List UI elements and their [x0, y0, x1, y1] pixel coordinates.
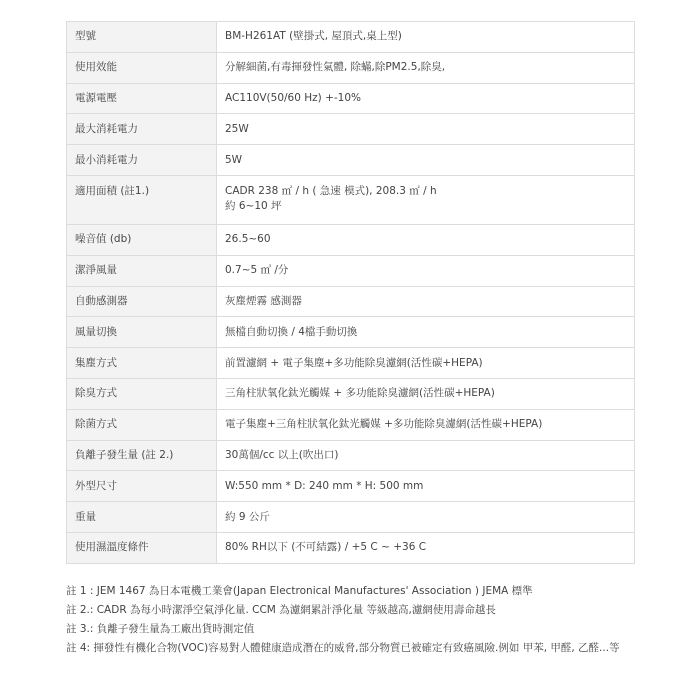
spec-value: [217, 22, 635, 53]
spec-label: 最大消耗電力: [67, 114, 217, 145]
spec-value: [217, 286, 635, 317]
spec-value: [217, 317, 635, 348]
spec-row: [67, 440, 635, 471]
spec-label: 潔淨風量: [67, 255, 217, 286]
spec-value-line: AC110V(50/60 Hz) +-10%: [225, 91, 362, 104]
spec-value-line: 26.5~60: [225, 233, 271, 246]
spec-label: 自動感測器: [67, 286, 217, 317]
spec-row: [67, 114, 635, 145]
spec-table-body: [67, 22, 635, 564]
spec-value-line: 30萬個/cc 以上(吹出口): [225, 448, 339, 461]
spec-value: [217, 83, 635, 114]
spec-label: 電源電壓: [67, 83, 217, 114]
spec-value: [217, 409, 635, 440]
spec-label: 除菌方式: [67, 409, 217, 440]
spec-value-line: 0.7~5 ㎥ /分: [225, 264, 289, 277]
spec-value: [217, 224, 635, 255]
spec-value: [217, 145, 635, 176]
spec-row: [67, 471, 635, 502]
spec-label: 型號: [67, 22, 217, 53]
spec-label: 風量切換: [67, 317, 217, 348]
spec-value-line: 分解細菌,有毒揮發性氣體, 除蟎,除PM2.5,除臭,: [225, 61, 446, 74]
spec-value: [217, 378, 635, 409]
spec-value-line: 電子集塵+三角柱狀氧化鈦光觸媒 +多功能除臭濾網(活性碳+HEPA): [225, 418, 543, 431]
spec-value-line: 約 9 公斤: [225, 510, 270, 523]
spec-value: [217, 255, 635, 286]
footnote: 註 1 : JEM 1467 為日本電機工業會(Japan Electronical Manufactures' Association ) JEMA 標準: [66, 585, 533, 597]
spec-label: 外型尺寸: [67, 471, 217, 502]
spec-label: 噪音值 (db): [67, 224, 217, 255]
spec-value: [217, 502, 635, 533]
spec-row: [67, 348, 635, 379]
spec-value-line: 灰塵煙霧 感測器: [225, 294, 302, 307]
spec-row: [67, 409, 635, 440]
spec-label: 最小消耗電力: [67, 145, 217, 176]
spec-value: [217, 348, 635, 379]
spec-label: 適用面積 (註1.): [67, 175, 217, 224]
spec-label: 使用效能: [67, 52, 217, 83]
footnotes: [66, 582, 636, 658]
spec-value: [217, 114, 635, 145]
spec-label: 集塵方式: [67, 348, 217, 379]
footnote: 註 3.: 負離子發生量為工廠出貨時測定值: [66, 623, 255, 635]
spec-value-line: W:550 mm * D: 240 mm * H: 500 mm: [225, 479, 424, 492]
spec-value: [217, 471, 635, 502]
spec-row: [67, 255, 635, 286]
spec-row: [67, 378, 635, 409]
spec-value: [217, 175, 635, 224]
spec-value-line: 無檔自動切換 / 4檔手動切換: [225, 325, 358, 338]
footnote: 註 4: 揮發性有機化合物(VOC)容易對人體健康造成潛在的威脅,部分物質已被確定有致癌風險.例如 甲苯, 甲醛, 乙醛...等: [66, 642, 620, 654]
spec-label: 負離子發生量 (註 2.): [67, 440, 217, 471]
spec-row: [67, 52, 635, 83]
spec-value-line: 25W: [225, 122, 249, 135]
spec-label: 使用濕溫度條件: [67, 532, 217, 563]
spec-value-line: 前置濾網 + 電子集塵+多功能除臭濾網(活性碳+HEPA): [225, 356, 483, 369]
spec-value-line: 三角柱狀氧化鈦光觸媒 + 多功能除臭濾網(活性碳+HEPA): [225, 387, 495, 400]
spec-row: [67, 502, 635, 533]
spec-value: [217, 440, 635, 471]
spec-label: 除臭方式: [67, 378, 217, 409]
spec-row: [67, 224, 635, 255]
spec-row: [67, 317, 635, 348]
spec-value-line: 80% RH以下 (不可結露) / +5 C ~ +36 C: [225, 541, 427, 554]
footnote: 註 2.: CADR 為每小時潔淨空氣淨化量. CCM 為濾網累計淨化量 等級越高,濾網使用壽命越長: [66, 604, 496, 616]
spec-row: [67, 175, 635, 224]
spec-value-line: 約 6~10 坪: [225, 199, 282, 212]
spec-value: [217, 52, 635, 83]
spec-value-line: BM-H261AT (壁掛式, 屋頂式,桌上型): [225, 30, 402, 43]
spec-value-line: CADR 238 ㎡ / h ( 急速 模式), 208.3 ㎡ / h: [225, 184, 437, 197]
spec-table: [66, 21, 635, 564]
spec-label: 重量: [67, 502, 217, 533]
spec-row: [67, 22, 635, 53]
spec-row: [67, 83, 635, 114]
spec-row: [67, 532, 635, 563]
spec-value: [217, 532, 635, 563]
spec-value-line: 5W: [225, 153, 243, 166]
spec-row: [67, 286, 635, 317]
spec-row: [67, 145, 635, 176]
